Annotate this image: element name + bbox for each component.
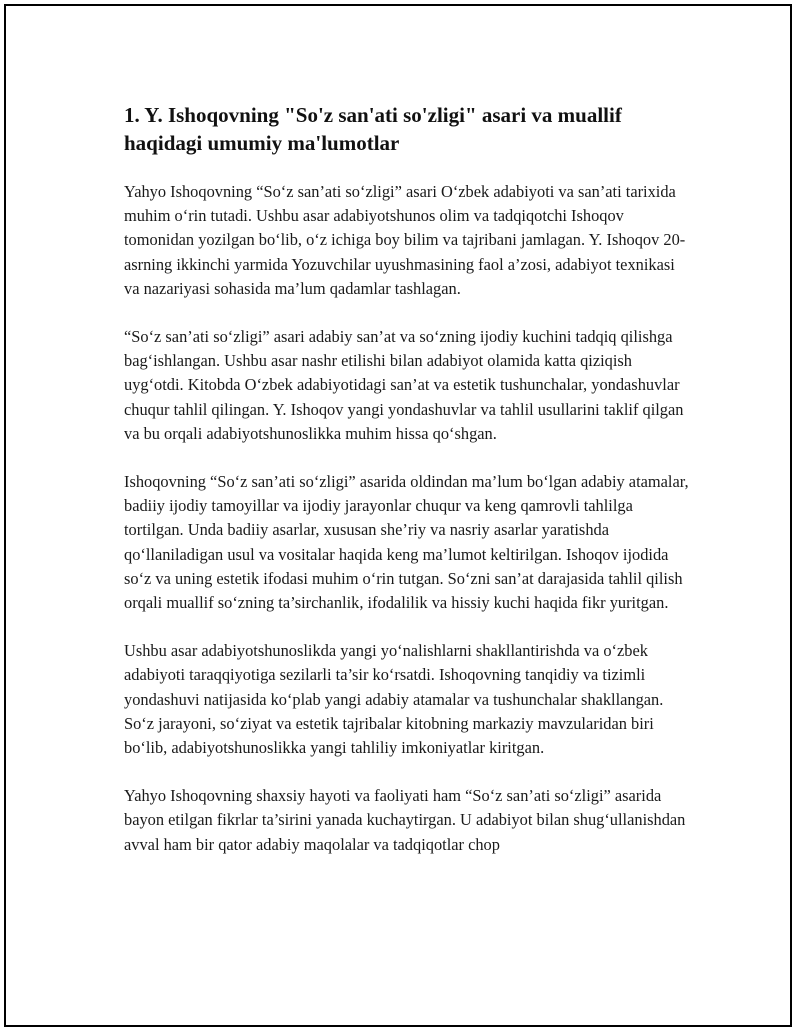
page-frame — [4, 4, 792, 1027]
section-heading: 1. Y. Ishoqovning "So'z san'ati so'zligi" asari va muallif haqidagi umumiy ma'lumotlar — [124, 103, 622, 155]
paragraph-2: “So‘z san’ati so‘zligi” asari adabiy san’at va so‘zning ijodiy kuchini tadqiq qilishga bag‘ishlangan. Ushbu asar nashr etilishi bilan adabiyot olamida katta qiziqish uyg‘otdi. Kitobda O‘zbek adabiyotidagi san’at va estetik tushunchalar, yondashuvlar chuqur tahlil qilingan. Y. Ishoqov yangi yondashuvlar va tahlil usullarini taklif qilgan va bu orqali adabiyotshunoslikka muhim hissa qo‘shgan. — [124, 327, 684, 443]
paragraph-3: Ishoqovning “So‘z san’ati so‘zligi” asarida oldindan ma’lum bo‘lgan adabiy atamalar, badiiy ijodiy tamoyillar va ijodiy jarayonlar chuqur va keng qamrovli tahlilga tortilgan. Unda badiiy asarlar, xususan she’riy va nasriy asarlar yaratishda qo‘llaniladigan usul va vositalar haqida keng ma’lumot keltirilgan. Ishoqov ijodida so‘z va uning estetik ifodasi muhim o‘rin tutgan. So‘zni san’at darajasida tahlil qilish orqali muallif so‘zning ta’sirchanlik, ifodalilik va hissiy kuchi haqida fikr yuritgan. — [124, 472, 689, 613]
paragraph-4: Ushbu asar adabiyotshunoslikda yangi yo‘nalishlarni shakllantirishda va o‘zbek adabiyoti taraqqiyotiga sezilarli ta’sir ko‘rsatdi. Ishoqovning tanqidiy va tizimli yondashuvi natijasida ko‘plab yangi adabiy atamalar va tushunchalar shakllangan. So‘z jarayoni, so‘ziyat va estetik tajribalar kitobning markaziy mavzularidan biri bo‘lib, adabiyotshunoslikka yangi tahliliy imkoniyatlar kiritgan. — [124, 641, 664, 758]
paragraph-5: Yahyo Ishoqovning shaxsiy hayoti va faoliyati ham “So‘z san’ati so‘zligi” asarida bayon etilgan fikrlar ta’sirini yanada kuchaytirgan. U adabiyot bilan shug‘ullanishdan avval ham bir qator adabiy maqolalar va tadqiqotlar chop — [124, 786, 686, 854]
document-body — [124, 101, 694, 881]
paragraph-1: Yahyo Ishoqovning “So‘z san’ati so‘zligi” asari O‘zbek adabiyoti va san’ati tarixida muhim o‘rin tutadi. Ushbu asar adabiyotshunos olim va tadqiqotchi Ishoqov tomonidan yozilgan bo‘lib, o‘z ichiga boy bilim va tajribani jamlagan. Y. Ishoqov 20-asrning ikkinchi yarmida Yozuvchilar uyushmasining faol a’zosi, adabiyot texnikasi va nazariyasi sohasida ma’lum qadamlar tashlagan. — [124, 182, 686, 298]
